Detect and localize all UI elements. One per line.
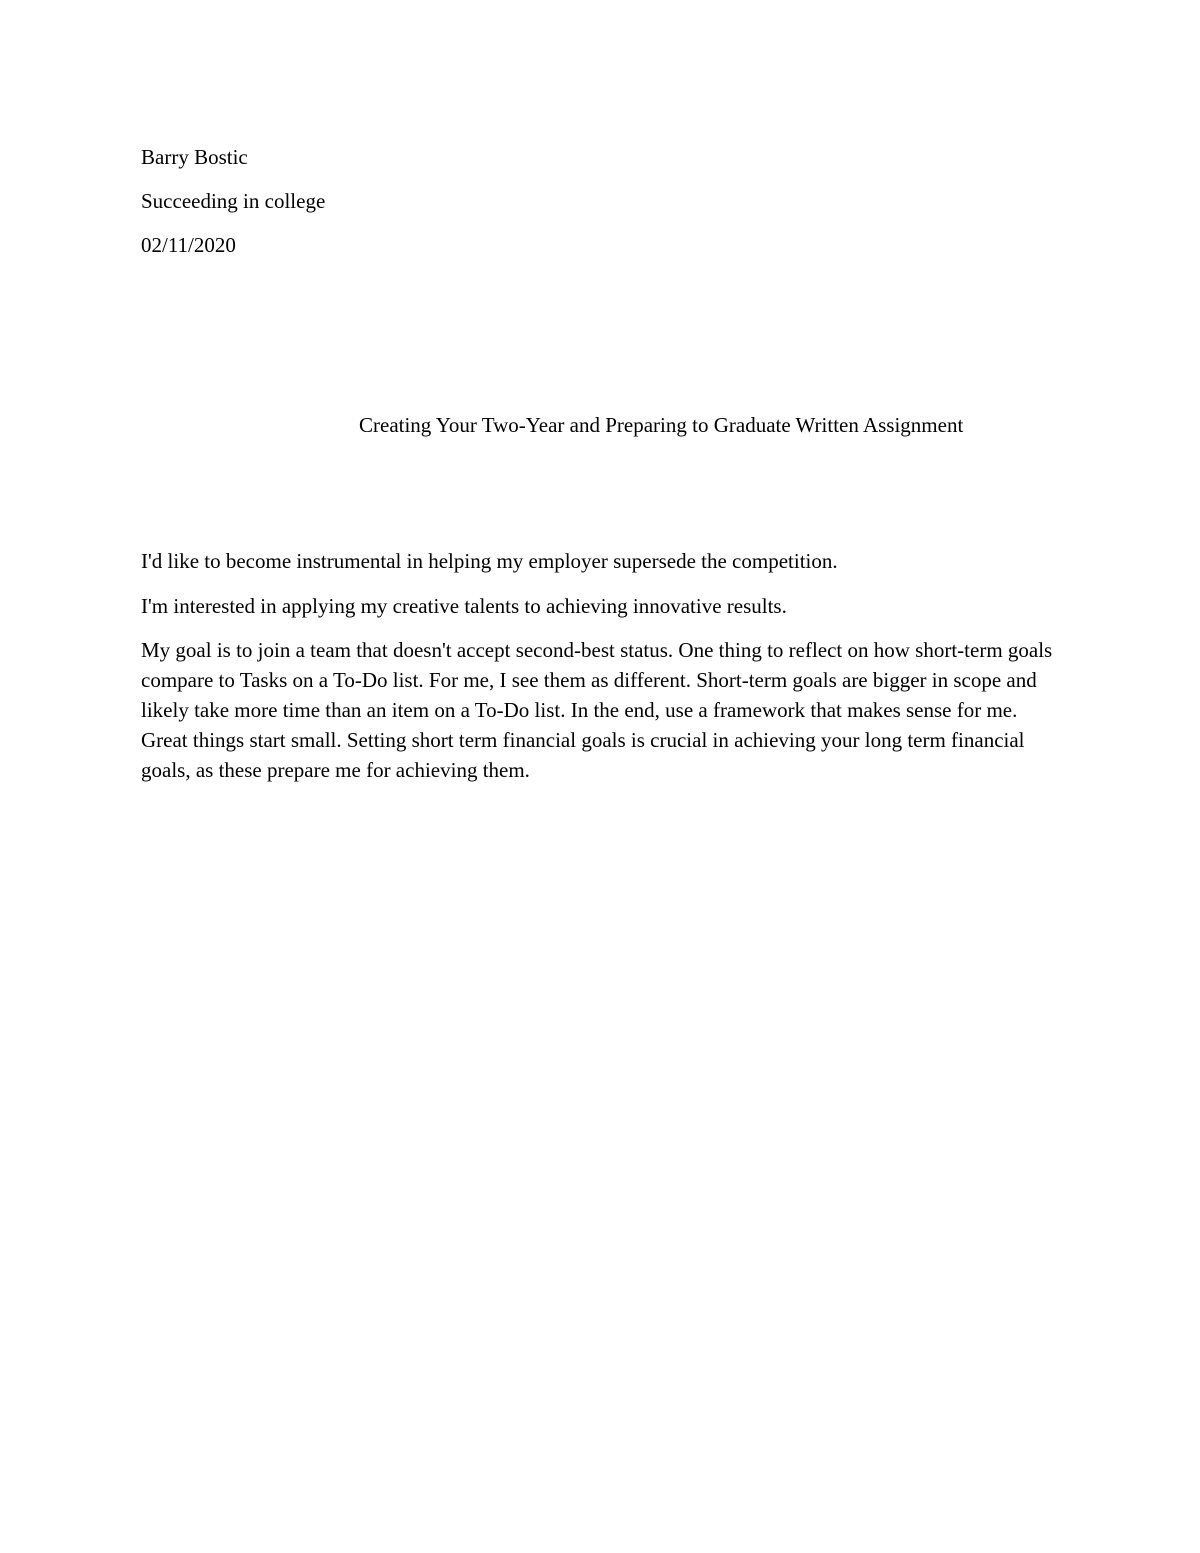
course-name: Succeeding in college [141, 189, 326, 213]
document-title: Creating Your Two-Year and Preparing to Graduate Written Assignment [359, 413, 964, 437]
document-date: 02/11/2020 [141, 233, 236, 257]
body-paragraph: I'm interested in applying my creative talents to achieving innovative results. [141, 594, 787, 618]
body-paragraph: I'd like to become instrumental in helping my employer supersede the competition. [141, 549, 838, 573]
body-paragraph: My goal is to join a team that doesn't accept second-best status. One thing to reflect on how short-term goals compare to Tasks on a To-Do list. For me, I see them as different. Short-term goals are bigger in scope and likely take more time than an item on a To-Do list. In the end, use a framework that makes sense for me. Great things start small. Setting short term financial goals is crucial in achieving your long term financial goals, as these prepare me for achieving them. [141, 638, 1053, 782]
author-name: Barry Bostic [141, 145, 248, 169]
